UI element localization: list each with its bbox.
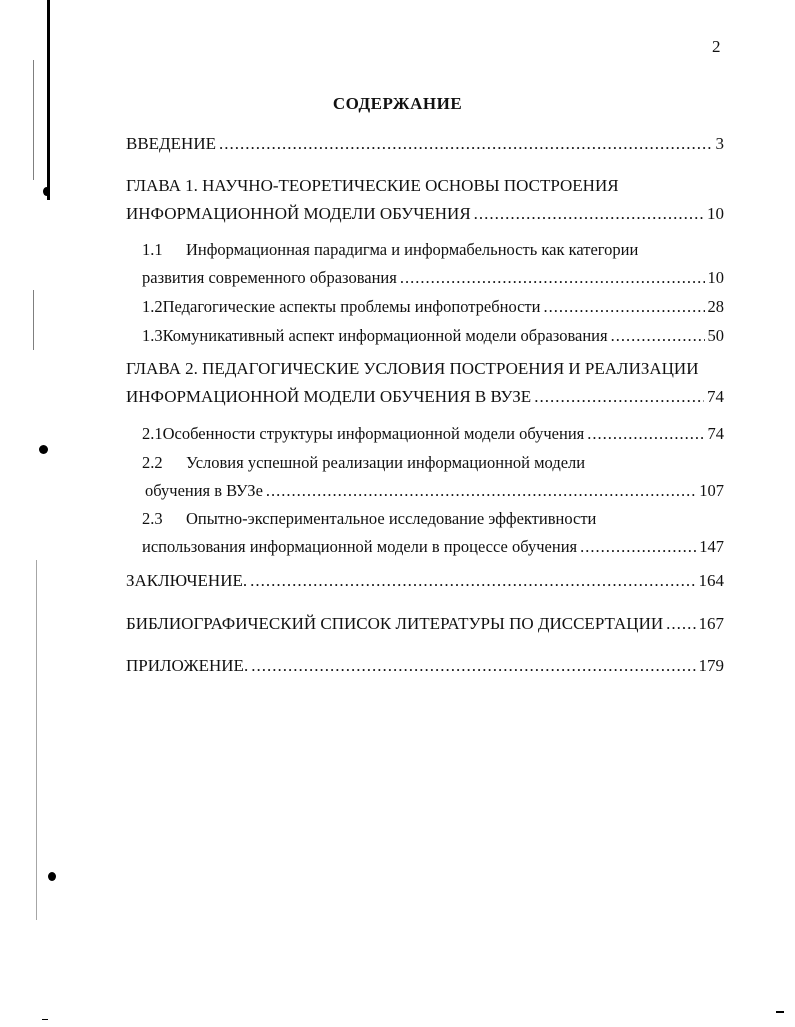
toc-entry-page: 147 [699,537,724,556]
toc-section-2-2-line2[interactable] [145,481,724,501]
toc-entry-page: 74 [707,424,724,443]
toc-entry-page: 107 [699,481,724,500]
toc-section-2-3-line1[interactable] [142,509,596,529]
toc-entry-label: ВВЕДЕНИЕ [126,134,216,153]
section-number: 2.2 [142,453,163,472]
toc-entry-label: Комуникативный аспект информационной модели образования [162,326,608,345]
toc-entry-appendix[interactable] [126,656,724,676]
toc-section-2-2-line1[interactable] [142,453,585,473]
section-number: 1.3 [142,326,163,345]
dot-leader [250,571,695,591]
toc-entry-page: 3 [715,134,724,153]
page-title: СОДЕРЖАНИЕ [332,94,463,113]
scan-edge-line [33,290,34,350]
toc-entry-bibliography[interactable] [126,614,724,634]
toc-entry-label: Информационная парадигма и информабельность как категории [186,240,639,259]
dot-leader [534,387,704,407]
toc-chapter1-line2[interactable] [126,204,724,224]
toc-section-1-1-line2[interactable] [142,268,724,288]
toc-section-2-3-line2[interactable] [142,537,724,557]
toc-entry-label: Педагогические аспекты проблемы инфопотребности [162,297,541,316]
toc-entry-page: 50 [707,326,724,345]
toc-chapter1-line1[interactable] [126,176,619,196]
section-number: 1.2 [142,297,163,316]
dot-leader [611,326,705,346]
dot-leader [266,481,696,501]
toc-entry-label: Особенности структуры информационной модели обучения [162,424,585,443]
toc-entry-label: ГЛАВА 1. НАУЧНО-ТЕОРЕТИЧЕСКИЕ ОСНОВЫ ПОСТРОЕНИЯ [126,176,619,195]
toc-entry-label: обучения в ВУЗе [145,481,263,500]
toc-entry-label: ГЛАВА 2. ПЕДАГОГИЧЕСКИЕ УСЛОВИЯ ПОСТРОЕНИЯ И РЕАЛИЗАЦИИ [126,359,699,378]
dot-leader [580,537,696,557]
toc-entry-label: БИБЛИОГРАФИЧЕСКИЙ СПИСОК ЛИТЕРАТУРЫ ПО ДИССЕРТАЦИИ [126,614,664,633]
toc-entry-page: 10 [707,268,724,287]
dot-leader [400,268,705,288]
toc-section-2-1[interactable] [142,424,724,444]
toc-entry-label: ИНФОРМАЦИОННОЙ МОДЕЛИ ОБУЧЕНИЯ [126,204,471,223]
toc-entry-label: использования информационной модели в процессе обучения [142,537,578,556]
toc-section-1-3[interactable] [142,326,724,346]
scan-edge-line [42,1019,48,1020]
toc-chapter2-line2[interactable] [126,387,724,407]
toc-entry-page: 10 [707,204,724,223]
toc-entry-page: 179 [698,656,724,675]
page-number: 2 [712,37,721,56]
dot-leader [666,614,695,634]
dot-leader [543,297,704,317]
toc-entry-label: Условия успешной реализации информационной модели [186,453,586,472]
toc-entry-intro[interactable] [126,134,724,154]
dot-leader [251,656,695,676]
toc-entry-label: ЗАКЛЮЧЕНИЕ. [126,571,248,590]
dot-leader [219,134,713,154]
binding-hole-mark [39,445,48,454]
toc-entry-page: 167 [698,614,724,633]
toc-entry-conclusion[interactable] [126,571,724,591]
section-number: 1.1 [142,240,163,259]
toc-entry-page: 164 [698,571,724,590]
binding-hole-mark [48,872,56,881]
toc-entry-label: ИНФОРМАЦИОННОЙ МОДЕЛИ ОБУЧЕНИЯ В ВУЗЕ [126,387,532,406]
toc-entry-label: ПРИЛОЖЕНИЕ. [126,656,249,675]
dot-leader [587,424,704,444]
scan-edge-line [36,560,37,920]
toc-section-1-1-line1[interactable] [142,240,638,260]
toc-entry-label: развития современного образования [142,268,397,287]
toc-entry-page: 28 [707,297,724,316]
toc-chapter2-line1[interactable] [126,359,698,379]
dot-leader [474,204,704,224]
toc-entry-page: 74 [707,387,724,406]
scan-edge-line [33,60,34,180]
section-number: 2.3 [142,509,163,528]
binding-hole-mark [43,187,50,196]
scan-edge-line [776,1011,784,1013]
section-number: 2.1 [142,424,163,443]
toc-section-1-2[interactable] [142,297,724,317]
toc-entry-label: Опытно-экспериментальное исследование эффективности [186,509,597,528]
